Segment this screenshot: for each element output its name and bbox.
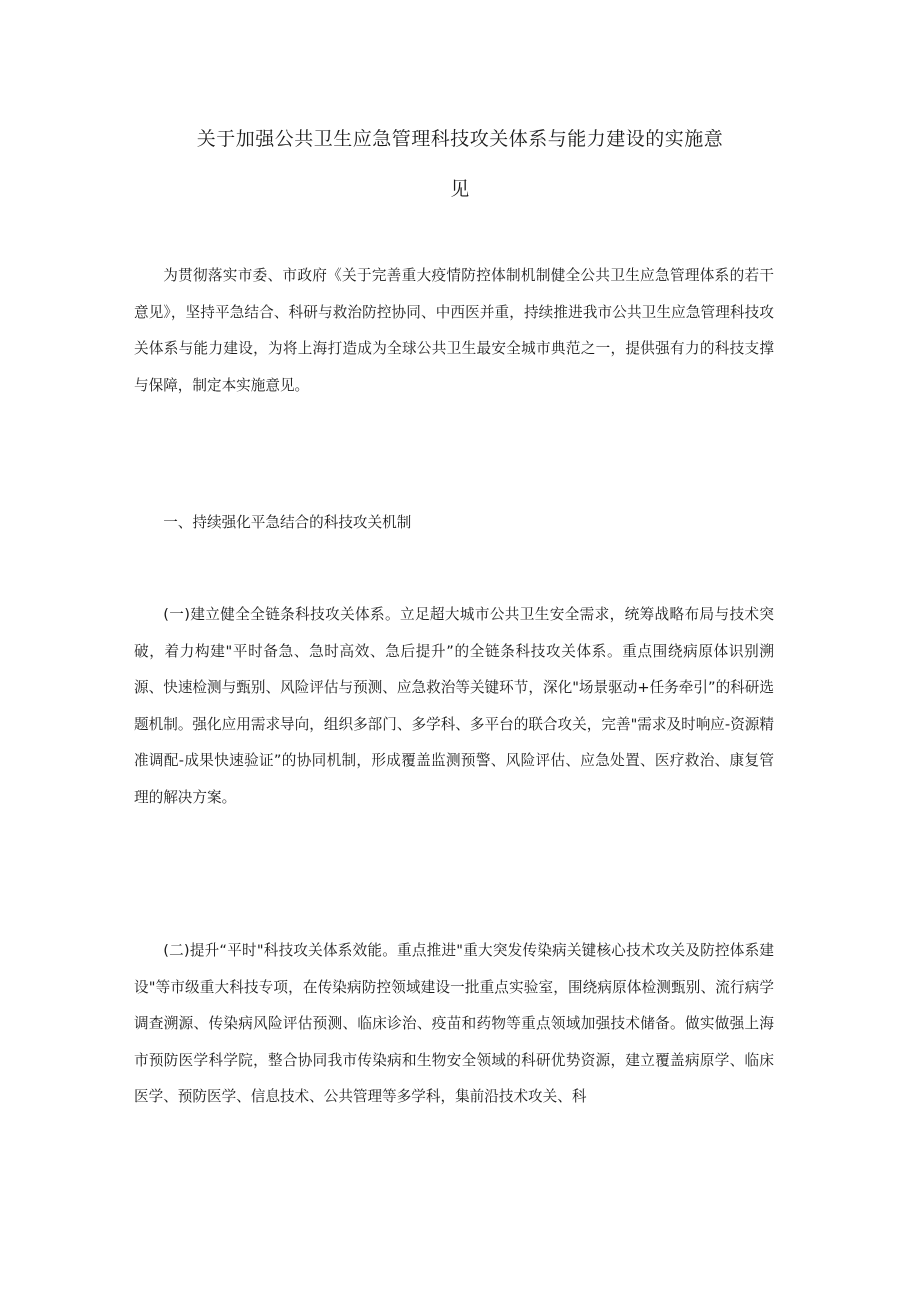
section-heading-1: 一、持续强化平急结合的科技攻关机制 (163, 514, 412, 531)
document-title-line-1: 关于加强公共卫生应急管理科技攻关体系与能力建设的实施意 (196, 128, 724, 150)
intro-paragraph: 为贯彻落实市委、市政府《关于完善重大疫情防控体制机制健全公共卫生应急管理体系的若干意见》，坚持平急结合、科研与救治防控协同、中西医并重，持续推进我市公共卫生应急管理科技攻关体系与能力建设，为将上海打造成为全球公共卫生最安全城市典范之一，提供强有力的科技支撑与保障，制定本实施意见。 (134, 267, 774, 394)
section-paragraph-2: (二)提升“平时"科技攻关体系效能。重点推进"重大突发传染病关键核心技术攻关及防控体系建设"等市级重大科技专项，在传染病防控领域建设一批重点实验室，围绕病原体检测甄别、流行病学调查溯源、传染病风险评估预测、临床诊治、疫苗和药物等重点领域加强技术储备。做实做强上海市预防医学科学院，整合协同我市传染病和生物安全领域的科研优势资源，建立覆盖病原学、临床医学、预防医学、信息技术、公共管理等多学科，集前沿技术攻关、科 (134, 942, 774, 1105)
section-paragraph-1: (一)建立健全全链条科技攻关体系。立足超大城市公共卫生安全需求，统筹战略布局与技术突破，着力构建"平时备急、急时高效、急后提升”的全链条科技攻关体系。重点围绕病原体识别溯源、快速检测与甄别、风险评估与预测、应急救治等关键环节，深化"场景驱动+任务牵引”的科研选题机制。强化应用需求导向，组织多部门、多学科、多平台的联合攻关，完善"需求及时响应-资源精准调配-成果快速验证”的协同机制，形成覆盖监测预警、风险评估、应急处置、医疗救治、康复管理的解决方案。 (134, 606, 774, 806)
document-title-line-2: 见 (450, 178, 470, 200)
